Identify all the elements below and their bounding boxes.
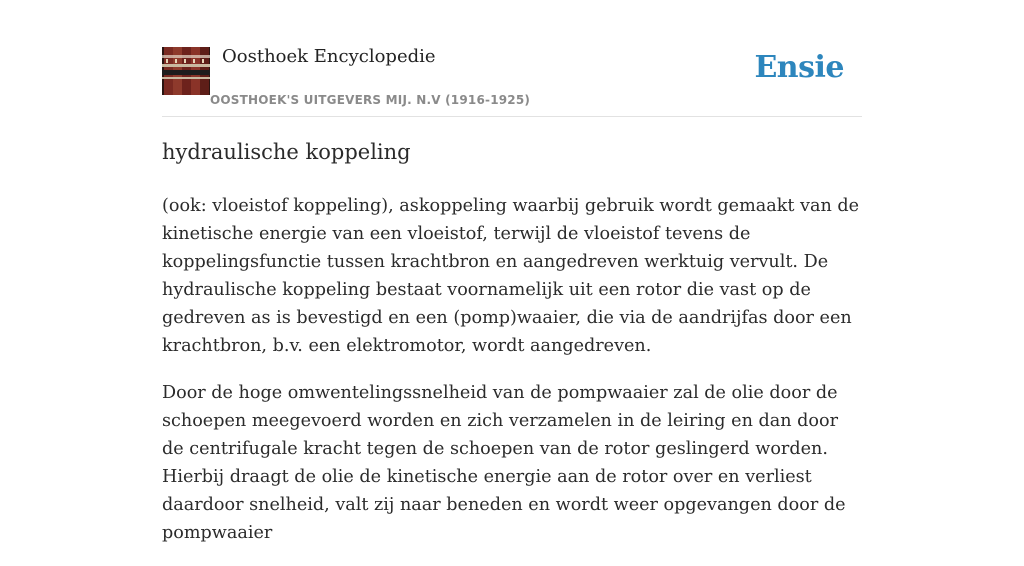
source-header	[162, 46, 862, 117]
source-title[interactable]: Oosthoek Encyclopedie	[222, 46, 436, 67]
article-body	[162, 192, 862, 566]
source-subtitle: OOSTHOEK'S UITGEVERS MIJ. N.V (1916-1925)	[210, 93, 531, 107]
article-paragraph: Door de hoge omwentelingssnelheid van de pompwaaier zal de olie door de schoepen meegevoerd worden en zich verzamelen in de leiring en dan door de centrifugale kracht tegen de schoepen van de rotor geslingerd worden. Hierbij draagt de olie de kinetische energie aan de rotor over en verliest daardoor snelheid, valt zij naar beneden en wordt weer opgevangen door de pompwaaier	[162, 383, 846, 543]
source-avatar[interactable]	[162, 47, 210, 95]
book-spines-image	[162, 47, 210, 95]
article-title: hydraulische koppeling	[162, 140, 411, 164]
ensie-logo-link[interactable]: Ensie	[754, 50, 844, 85]
article-paragraph: (ook: vloeistof koppeling), askoppeling waarbij gebruik wordt gemaakt van de kinetische energie van een vloeistof, terwijl de vloeistof tevens de koppelingsfunctie tussen krachtbron en aangedreven werktuig vervult. De hydraulische koppeling bestaat voornamelijk uit een rotor die vast op de gedreven as is bevestigd en een (pomp)waaier, die via de aandrijfas door een krachtbron, b.v. een elektromotor, wordt aangedreven.	[162, 196, 860, 356]
